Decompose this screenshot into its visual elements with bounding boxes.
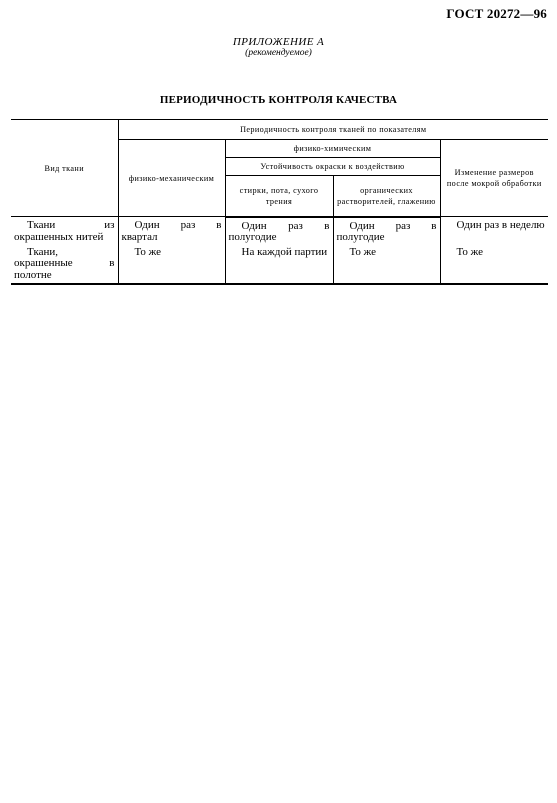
- appendix-title: ПРИЛОЖЕНИЕ А: [232, 36, 325, 48]
- header-physico-chemical: физико-химическим: [225, 140, 440, 158]
- header-control-frequency: Периодичность контроля тканей по показателям: [118, 120, 548, 140]
- header-washing-sweat-rubbing: стирки, пота, сухого трения: [225, 176, 333, 217]
- quality-control-table: [11, 119, 548, 285]
- cell-size-change: То же: [440, 244, 548, 285]
- header-color-fastness: Устойчивость окраски к воздействию: [225, 158, 440, 176]
- header-size-change: Изменение размеров после мокрой обработки: [440, 140, 548, 217]
- header-physico-mechanical: физико-механическим: [118, 140, 225, 217]
- cell-mechanical: Один раз в квартал: [118, 217, 225, 244]
- table-header: [11, 120, 548, 217]
- table-body: [11, 217, 548, 285]
- header-solvents-ironing: органических растворителей, глажению: [333, 176, 440, 217]
- cell-washing: Один раз в полугодие: [225, 217, 333, 244]
- table-row: [11, 217, 548, 244]
- cell-washing: На каждой партии: [225, 244, 333, 285]
- standard-number: ГОСТ 20272—96: [446, 6, 547, 21]
- header-fabric-type: Вид ткани: [11, 120, 118, 217]
- table-row: [11, 244, 548, 285]
- section-title: ПЕРИОДИЧНОСТЬ КОНТРОЛЯ КАЧЕСТВА: [159, 94, 398, 106]
- cell-fabric: Ткани из окрашенных нитей: [11, 217, 118, 244]
- cell-solvents: Один раз в полугодие: [333, 217, 440, 244]
- cell-size-change: Один раз в неделю: [440, 217, 548, 244]
- appendix-subtitle: (рекомендуемое): [245, 48, 312, 58]
- cell-fabric: Ткани, окрашенные в полотне: [11, 244, 118, 285]
- cell-solvents: То же: [333, 244, 440, 285]
- cell-mechanical: То же: [118, 244, 225, 285]
